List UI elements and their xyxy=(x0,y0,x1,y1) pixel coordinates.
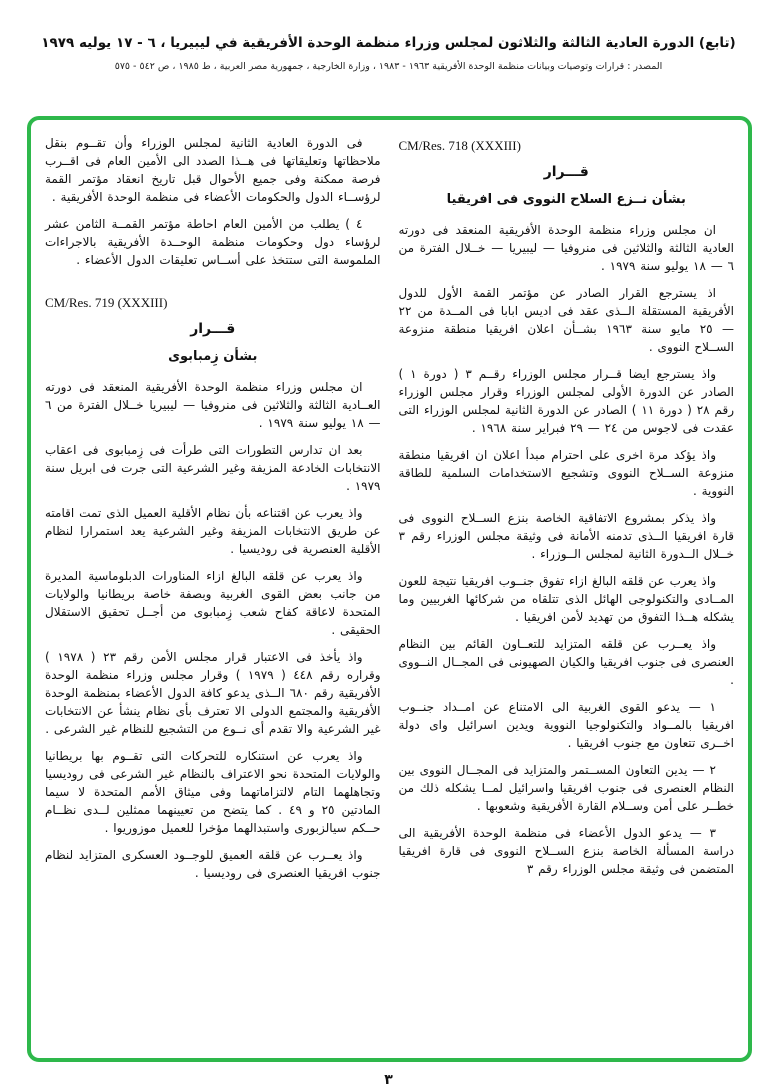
resolution-718-id: CM/Res. 718 (XXXIII) xyxy=(398,138,521,153)
paragraph: واذ يعرب عن قلقه البالغ ازاء المناورات الدبلوماسية المديرة من جانب بعض القوى الغربية وبصفة خاصة بريطانيا والولايات المتحدة لاعاقة كفاح شعب زِمبابوى من أجــل تحقيق الاستقلال الحقيقى . xyxy=(45,569,381,637)
paragraph: ان مجلس وزراء منظمة الوحدة الأفريقية المنعقد فى دورته العــادية الثالثة والثلاثين فى منروفيا — ليبيريا خــلال الفترة من ٦ — ١٨ يوليو سنة ١٩٧٩ . xyxy=(45,380,381,430)
content-frame xyxy=(27,116,752,1062)
paragraph: واذ يعرب عن اقتناعه بأن نظام الأقلية العميل الذى تمت اقامته عن طريق الانتخابات المزيفة وغير الشرعية يعد استمرارا لنظام الأقلية العنصرية فى روديسيا . xyxy=(45,506,381,556)
paragraph: ١ — يدعو القوى الغربية الى الامتناع عن امــداد جنــوب افريقيا بالمــواد والتكنولوجيا النووية ويدين اسرائيل واى دولة اخــرى تتعاون مع جنوب افريقيا . xyxy=(398,700,734,750)
two-column-layout xyxy=(45,134,734,1048)
header-source-line: المصدر : قرارات وتوصيات وبيانات منظمة الوحدة الأفريقية ١٩٦٣ - ١٩٨٣ ، وزارة الخارجية ، جمهورية مصر العربية ، ط ١٩٨٥ ، ص ٥٤٢ - ٥٧٥ xyxy=(114,60,663,72)
paragraph: اذ يسترجع القرار الصادر عن مؤتمر القمة الأول للدول الأفريقية المستقلة الــذى عقد فى اديس ابابا فى المــدة من ٢٢ — ٢٥ مايو سنة ١٩٦٣ بشــأن اعلان افريقيا منطقة منزوعة الســلاح النووى . xyxy=(398,286,734,354)
paragraph: واذ يعرب عن قلقه البالغ ازاء تفوق جنــوب افريقيا نتيجة للعون المــادى والتكنولوجى الهائل الذى تتلقاه من شركائها الغربيين وما يشكله هــذا التفوق من تهديد لأمن افريقيا . xyxy=(398,574,734,624)
paragraph: واذ يؤكد مرة اخرى على احترام مبدأ اعلان ان افريقيا منطقة منزوعة الســلاح النووى وتشجيع الاستخدامات السلمية للطاقة النووية . xyxy=(398,448,734,498)
paragraph: فى الدورة العادية الثانية لمجلس الوزراء وأن تقــوم بنقل ملاحظاتها وتعليقاتها فى هــذا الصدد الى الأمين العام فى اقــرب فرصة ممكنة وفى جميع الأحوال قبل تاريخ انعقاد مؤتمر القمة لرؤســاء الدول والحكومات الأعضاء فى منظمة الوحدة الأفريقية . xyxy=(45,136,381,204)
resolution-719-id: CM/Res. 719 (XXXIII) xyxy=(45,295,168,310)
paragraph: بعد ان تدارس التطورات التى طرأت فى زِمبابوى فى اعقاب الانتخابات الخادعة المزيفة وغير الشرعية التى جرت فى ابريل سنة ١٩٧٩ . xyxy=(45,443,381,493)
paragraph: واذ يسترجع ايضا قــرار مجلس الوزراء رقــم ٣ ( دورة ١ ) الصادر عن الدورة الأولى لمجلس الوزراء وقرار مجلس الوزراء رقم ٢٨ ( دورة ١١ ) الصادر عن الدورة الثانية لمجلس الوزراء التى عقدت فى لاجوس من ٢٤ — ٢٩ فبراير سنة ١٩٦٨ . xyxy=(398,367,734,435)
paragraph: واذ يعرب عن استنكاره للتحركات التى تقــوم بها بريطانيا والولايات المتحدة نحو الاعتراف بالنظام غير الشرعى فى روديسيا وتجاهلهما التام لالتزاماتهما وفى ميثاق الأمم المتحدة لا سيما المادتين ٢٥ و ٤٩ . كما يتضح من تعيينهما ممثلين لــدى نظــام حــكم سيالزبورى واستبدالهما مؤخرا للعميل موزوريوا . xyxy=(45,749,381,835)
paragraph: واذ يذكر بمشروع الاتفاقية الخاصة بنزع الســلاح النووى فى قارة افريقيا الــذى تدمنه الأمانة فى وثيقة مجلس الوزراء رقم ٣ خــلال الــدورة الثانية لمجلس الــوزراء . xyxy=(398,511,734,561)
header-title: (تابع) الدورة العادية الثالثة والثلاثون لمجلس وزراء منظمة الوحدة الأفريقية في ليبيريا ، ٦ - ١٧ يوليه ١٩٧٩ xyxy=(41,35,736,51)
paragraph: ٣ — يدعو الدول الأعضاء فى منظمة الوحدة الأفريقية الى دراسة المسألة الخاصة بنزع الســلاح النووى فى قارة افريقيا المتضمن فى وثيقة مجلس الوزراء رقم ٣ xyxy=(398,826,734,876)
paragraph: واذ يعــرب عن قلقه المتزايد للتعــاون القائم بين النظام العنصرى فى جنوب افريقيا والكيان الصهيونى فى المجــال النــووى . xyxy=(398,637,734,687)
paragraph: ان مجلس وزراء منظمة الوحدة الأفريقية المنعقد فى دورته العادية الثالثة والثلاثين فى منروفيا — ليبيريا — خــلال الفترة من ٦ — ١٨ يوليو سنة ١٩٧٩ . xyxy=(398,223,734,273)
paragraph: واذ يعــرب عن قلقه العميق للوجــود العسكرى المتزايد لنظام جنوب افريقيا العنصرى فى روديسيا . xyxy=(45,848,381,880)
resolution-718-section xyxy=(399,134,735,1048)
paragraph: واذ يأخذ فى الاعتبار قرار مجلس الأمن رقم ٢٣ ( ١٩٧٨ ) وقراره رقم ٤٤٨ ( ١٩٧٩ ) وقرار مجلس وزراء منظمة الوحدة الأفريقية رقم ٦٨٠ الــذى يدعو كافة الدول الأعضاء بمنظمة الوحدة الأفريقية والمجتمع الدولى الا تعترف بأى نظام ينشأ عن الانتخابات غير الشرعية والا تقدم أى نــوع من التشجيع للنظام غير الشرعى . xyxy=(45,650,381,736)
resolution-719-section xyxy=(45,134,381,1048)
resolution-719-title: قـــرار xyxy=(190,321,236,337)
page-header xyxy=(0,0,777,73)
resolution-718-title: قـــرار xyxy=(543,164,589,180)
resolution-719-subtitle: بشأن زِمبابوى xyxy=(168,349,258,364)
paragraph: ٤ ) يطلب من الأمين العام احاطة مؤتمر القمــة الثامن عشر لرؤساء دول وحكومات منظمة الوحــدة الأفريقية بالاجراءات الملموسة التى ستتخذ على أســاس تعليقات الدول الأعضاء . xyxy=(45,217,381,267)
paragraph: ٢ — يدين التعاون المســتمر والمتزايد فى المجــال النووى بين النظام العنصرى فى جنوب افريقيا واسرائيل لمــا يشكله ذلك من خطــر على أمن وســلام القارة الأفريقية وشعوبها . xyxy=(398,763,734,813)
page-number: ٣ xyxy=(384,1072,393,1088)
resolution-718-subtitle: بشأن نــزع السلاح النووى فى افريقيا xyxy=(446,192,686,207)
